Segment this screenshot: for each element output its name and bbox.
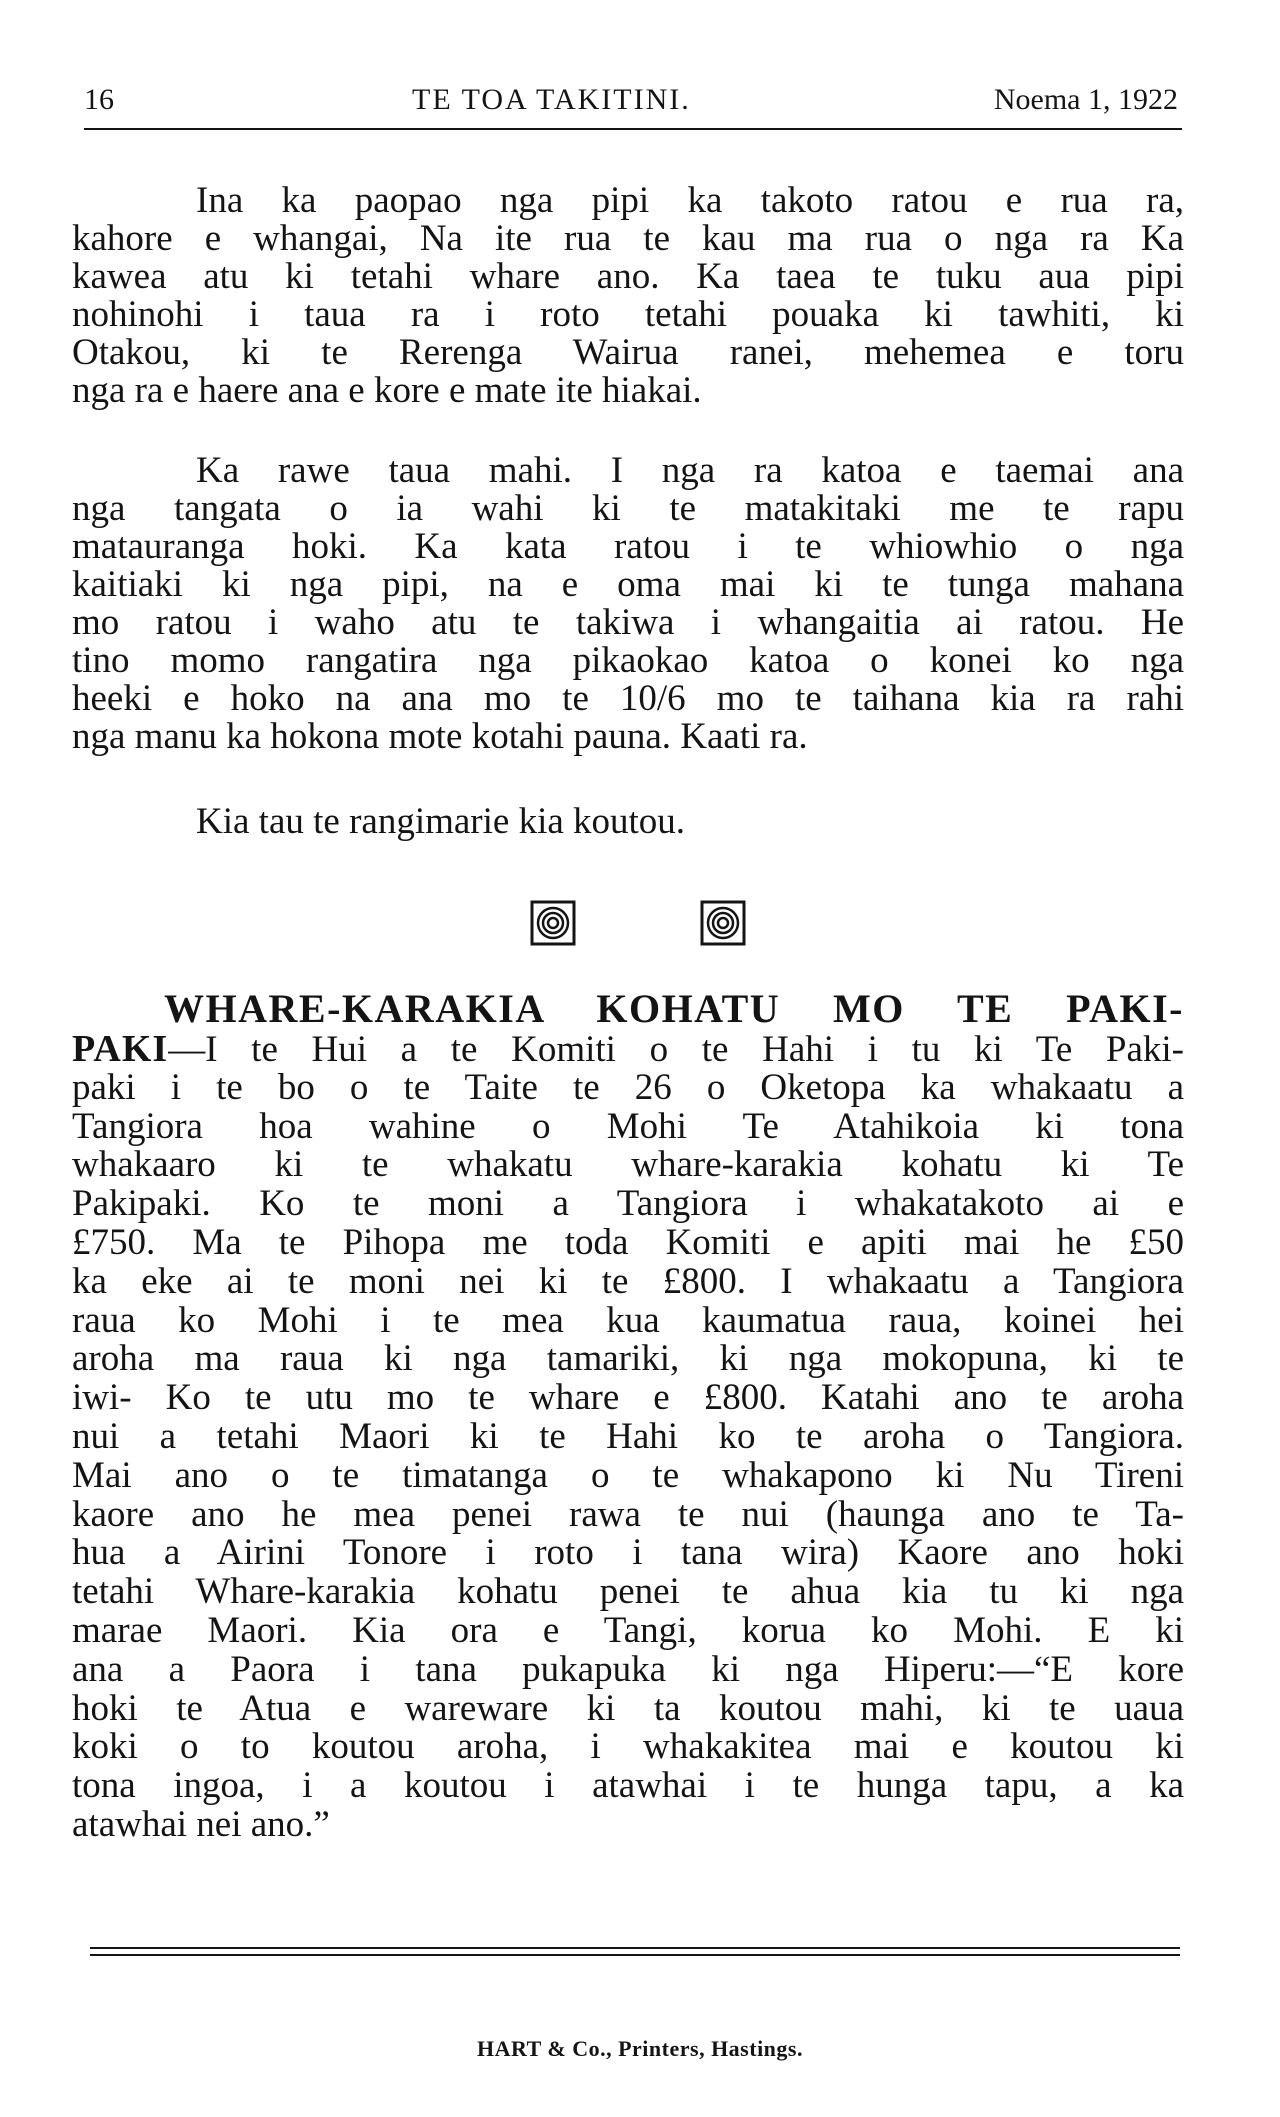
text-line: iwi- Ko te utu mo te whare e £800. Katahi ano te aroha xyxy=(72,1377,1184,1419)
page-number: 16 xyxy=(84,83,114,116)
article-whare-karakia xyxy=(72,986,1184,1845)
text-line: mo ratou i waho atu te takiwa i whangaitia ai ratou. He xyxy=(72,602,1184,643)
text-line: Ka rawe taua mahi. I nga ra katoa e taemai ana xyxy=(196,450,1184,491)
printer-imprint: HART & Co., Printers, Hastings. xyxy=(477,2036,803,2061)
publication-title: TE TOA TAKITINI. xyxy=(412,83,691,116)
text-line: hoki te Atua e wareware ki ta koutou mahi, ki te uaua xyxy=(72,1687,1184,1729)
text-line: Tangiora hoa wahine o Mohi Te Atahikoia ki tona xyxy=(72,1105,1184,1147)
paragraph-2 xyxy=(72,452,1184,756)
paragraph-1 xyxy=(72,182,1184,410)
text-line: heeki e hoko na ana mo te 10/6 mo te taihana kia ra rahi xyxy=(72,678,1184,719)
text-line: tetahi Whare-karakia kohatu penei te ahua kia tu ki nga xyxy=(72,1571,1184,1613)
text-line: kaitiaki ki nga pipi, na e oma mai ki te tunga mahana xyxy=(72,564,1184,605)
text-line: Mai ano o te timatanga o te whakapono ki Nu Tireni xyxy=(72,1454,1184,1496)
text-line-content: —I te Hui a te Komiti o te Hahi i tu ki Te Paki- xyxy=(168,1029,1184,1070)
text-line: hua a Airini Tonore i roto i tana wira) Kaore ano hoki xyxy=(72,1532,1184,1574)
text-line: matauranga hoki. Ka kata ratou i te whiowhio o nga xyxy=(72,526,1184,567)
text-line: nohinohi i taua ra i roto tetahi pouaka ki tawhiti, ki xyxy=(72,294,1184,335)
text-line: tino momo rangatira nga pikaokao katoa o konei ko nga xyxy=(72,640,1184,681)
text-line: aroha ma raua ki nga tamariki, ki nga mokopuna, ki te xyxy=(72,1338,1184,1380)
spiral-ornament-icon xyxy=(530,900,576,946)
text-line: ana a Paora i tana pukapuka ki nga Hiperu:—“E kore xyxy=(72,1648,1184,1690)
footer-rules xyxy=(90,1947,1180,1961)
text-line: nui a tetahi Maori ki te Hahi ko te aroha o Tangiora. xyxy=(72,1415,1184,1457)
text-line: Pakipaki. Ko te moni a Tangiora i whakatakoto ai e xyxy=(72,1183,1184,1225)
divider xyxy=(90,1947,1180,1949)
header-rule xyxy=(84,128,1182,130)
text-line: nga tangata o ia wahi ki te matakitaki me te rapu xyxy=(72,488,1184,529)
text-line: kaore ano he mea penei rawa te nui (haunga ano te Ta- xyxy=(72,1493,1184,1535)
text-line: tona ingoa, i a koutou i atawhai i te hunga tapu, a ka xyxy=(72,1765,1184,1807)
text-line: ka eke ai te moni nei ki te £800. I whakaatu a Tangiora xyxy=(72,1260,1184,1302)
paragraph-3 xyxy=(72,803,1184,841)
text-line: atawhai nei ano.” xyxy=(72,1803,330,1845)
text-line: paki i te bo o te Taite te 26 o Oketopa ka whakaatu a xyxy=(72,1066,1184,1108)
ornament-divider xyxy=(0,900,1280,956)
text-line: raua ko Mohi i te mea kua kaumatua raua, koinei hei xyxy=(72,1299,1184,1341)
text-line: nga ra e haere ana e kore e mate ite hiakai. xyxy=(72,370,702,411)
divider xyxy=(90,1954,1180,1956)
text-line: Ina ka paopao nga pipi ka takoto ratou e rua ra, xyxy=(196,180,1184,221)
text-line: £750. Ma te Pihopa me toda Komiti e apiti mai he £50 xyxy=(72,1221,1184,1263)
spiral-ornament-icon xyxy=(700,900,746,946)
text-line: kahore e whangai, Na ite rua te kau ma rua o nga ra Ka xyxy=(72,218,1184,259)
article-headline: WHARE-KARAKIA KOHATU MO TE PAKI- xyxy=(164,986,1184,1031)
text-line: Otakou, ki te Rerenga Wairua ranei, mehemea e toru xyxy=(72,332,1184,373)
article-headline-continued: PAKI xyxy=(72,1028,169,1070)
text-line: nga manu ka hokona mote kotahi pauna. Kaati ra. xyxy=(72,716,808,757)
issue-date: Noema 1, 1922 xyxy=(993,83,1178,116)
text-line: kawea atu ki tetahi whare ano. Ka taea te tuku aua pipi xyxy=(72,256,1184,297)
text-line xyxy=(72,1030,1184,1069)
closing-line: Kia tau te rangimarie kia koutou. xyxy=(196,801,686,842)
text-line: whakaaro ki te whakatu whare-karakia kohatu ki Te xyxy=(72,1144,1184,1186)
text-line: marae Maori. Kia ora e Tangi, korua ko Mohi. E ki xyxy=(72,1609,1184,1651)
text-line: koki o to koutou aroha, i whakakitea mai e koutou ki xyxy=(72,1726,1184,1768)
running-header xyxy=(72,80,1182,124)
